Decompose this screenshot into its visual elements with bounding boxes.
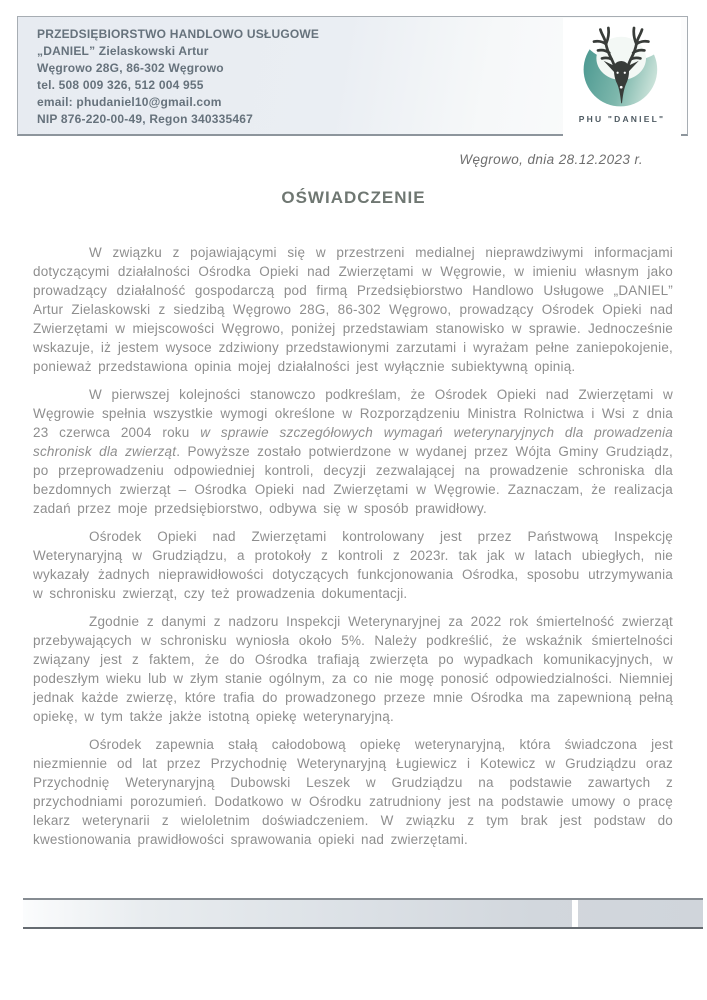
paragraph-2-post: . Powyższe zostało potwierdzone w wydanej przez Wójta Gminy Grudziądz, po przeprowadzeniu odpowiedniej kontroli, decyzji zezwalającej na prowadzenie schroniska dla bezdomnych zwierząt – Ośrodka Opieki nad Zwierzętami w Węgrowie. Zaznaczam, że realizacja zadań przez moje przedsiębiorstwo, odbywa się w sposób prawidłowy. (33, 444, 673, 516)
company-nip-regon-line: NIP 876-220-00-49, Regon 340335467 (37, 112, 254, 126)
date-line: Węgrowo, dnia 28.12.2023 r. (459, 152, 643, 167)
document-title: OŚWIADCZENIE (281, 188, 426, 207)
company-phone-line: tel. 508 009 326, 512 004 955 (37, 78, 204, 92)
company-address-line: Węgrowo 28G, 86-302 Węgrowo (37, 61, 224, 75)
company-name-line: PRZEDSIĘBIORSTWO HANDLOWO USŁUGOWE (37, 27, 320, 41)
paragraph-2 (33, 385, 673, 518)
paragraph-2-regulation-title: w sprawie szczegółowych wymagań weterynaryjnych dla prowadzenia schronisk dla zwierząt (33, 425, 673, 459)
scan-artifact-band (23, 898, 703, 929)
company-logo (563, 18, 681, 136)
company-email-line: email: phudaniel10@gmail.com (37, 95, 222, 109)
paragraph-2-pre: W pierwszej kolejności stanowczo podkreślam, że Ośrodek Opieki nad Zwierzętami w Węgrowie spełnia wszystkie wymogi określone w Rozporządzeniu Ministra Rolnictwa i Wsi z dnia 23 czerwca 2004 roku (33, 387, 673, 440)
company-owner-line: „DANIEL” Zielaskowski Artur (37, 44, 209, 58)
paragraph-1: W związku z pojawiającymi się w przestrzeni medialnej nieprawdziwymi informacjami dotyczącymi działalności Ośrodka Opieki nad Zwierzętami w Węgrowie, w imieniu własnym jako prowadzący działalność gospodarczą pod firmą Przedsiębiorstwo Handlowo Usługowe „DANIEL” Artur Zielaskowski z siedzibą Węgrowo 28G, 86-302 Węgrowo, prowadzący Ośrodek Opieki nad Zwierzętami w miejscowości Węgrowo, poniżej przedstawiam stanowisko w sprawie. Jednocześnie wskazuje, iż jestem wysoce zdziwiony przedstawionymi zarzutami i wyrażam pełne zaniepokojenie, ponieważ przedstawiona opinia mojej działalności jest wyłącznie subiektywną opinią. (33, 245, 673, 374)
paragraph-4: Zgodnie z danymi z nadzoru Inspekcji Weterynaryjnej za 2022 rok śmiertelność zwierząt przebywających w schronisku wyniosła około 5%. Należy podkreślić, że wskaźnik śmiertelności związany jest z faktem, że do Ośrodka trafiają zwierzęta po wypadkach komunikacyjnych, w podeszłym wieku lub w złym stanie ogólnym, za co nie mogę ponosić odpowiedzialności. Niemniej jednak każde zwierzę, które trafia do prowadzonego przeze mnie Ośrodka ma zapewnioną pełną opiekę, w tym także jakże istotną opiekę weterynaryjną. (33, 614, 673, 724)
deer-logo-icon (574, 20, 670, 116)
company-info-block (37, 26, 319, 128)
document-body (33, 243, 673, 858)
letterhead-box (17, 16, 688, 136)
paragraph-3: Ośrodek Opieki nad Zwierzętami kontrolowany jest przez Państwową Inspekcję Weterynaryjną w Grudziądzu, a protokoły z kontroli z 2023r. tak jak w latach ubiegłych, nie wykazały żadnych nieprawidłowości dotyczących funkcjonowania Ośrodka, sposobu utrzymywania w schronisku zwierząt, czy też prowadzenia dokumentacji. (33, 529, 673, 601)
paragraph-5: Ośrodek zapewnia stałą całodobową opiekę weterynaryjną, która świadczona jest niezmiennie od lat przez Przychodnię Weterynaryjną Ługiewicz i Kotewicz w Grudziądzu oraz Przychodnię Weterynaryjną Dubowski Leszek w Grudziądzu na podstawie zawartych z przychodniami porozumień. Dodatkowo w Ośrodku zatrudniony jest na podstawie umowy o pracę lekarz weterynarii z wieloletnim doświadczeniem. W związku z tym brak jest podstaw do kwestionowania prawidłowości sprawowania opieki nad zwierzętami. (33, 737, 673, 847)
scan-artifact-band-gap (572, 900, 578, 927)
logo-caption: PHU "DANIEL" (578, 114, 666, 124)
